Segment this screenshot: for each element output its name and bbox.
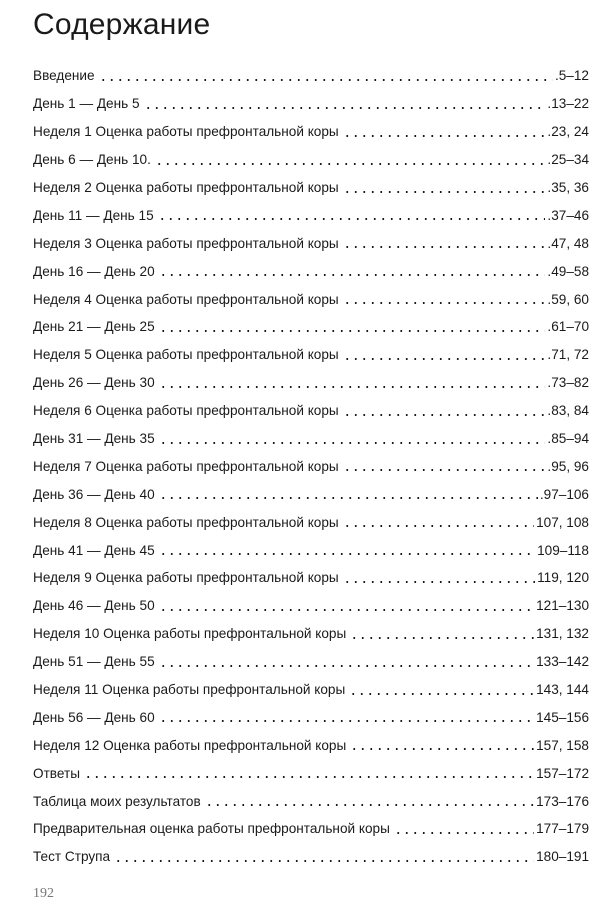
toc-entry-title: День 46 — День 50 [33, 598, 155, 614]
toc-entry-title: Неделя 11 Оценка работы префронтальной коры [33, 682, 346, 698]
toc-entry [33, 369, 589, 397]
toc-entry [33, 425, 589, 453]
toc-entry-title: Неделя 7 Оценка работы префронтальной коры [33, 458, 339, 474]
toc-entry [33, 815, 589, 843]
dot-leader [343, 414, 546, 416]
dot-leader [159, 274, 546, 276]
toc-entry-title: День 41 — День 45 [33, 542, 155, 558]
dot-leader [159, 330, 546, 332]
toc-entry-pages: .71, 72 [547, 347, 589, 363]
dot-leader [343, 302, 546, 304]
toc-entry-pages: .35, 36 [547, 180, 589, 195]
toc-entry-pages: 143, 144 [536, 682, 589, 698]
dot-leader [159, 609, 534, 611]
toc-entry-title: Неделя 4 Оценка работы префронтальной коры [33, 291, 339, 307]
toc-entry [33, 536, 589, 564]
toc-entry-pages: 109–118 [537, 542, 589, 558]
toc-entry [33, 843, 589, 871]
toc-entry-pages: 121–130 [536, 598, 589, 614]
toc-entry-pages: .5–12 [554, 68, 589, 84]
dot-leader [350, 637, 534, 639]
toc-entry-title: Неделя 2 Оценка работы префронтальной коры [33, 180, 339, 195]
toc-entry [33, 313, 589, 341]
toc-entry [33, 90, 589, 118]
toc-entry [33, 592, 589, 620]
toc-entry-pages: 173–176 [536, 793, 589, 809]
dot-leader [205, 804, 534, 806]
dot-leader [144, 107, 546, 109]
toc-entry [33, 62, 589, 90]
dot-leader [159, 497, 538, 499]
dot-leader [343, 358, 546, 360]
toc-entry-pages: .83, 84 [547, 403, 589, 419]
dot-leader [350, 748, 534, 750]
dot-leader [343, 469, 546, 471]
toc-entry-pages: .47, 48 [547, 235, 589, 251]
dot-leader [343, 191, 546, 193]
dot-leader [343, 581, 535, 583]
dot-leader [349, 693, 534, 695]
toc-entry [33, 731, 589, 759]
toc-entry-pages: .37–46 [547, 207, 589, 223]
toc-entry-pages: 131, 132 [536, 626, 589, 642]
toc-entry-title: День 11 — День 15 [33, 207, 154, 223]
dot-leader [155, 163, 546, 165]
toc-entry-title: День 21 — День 25 [33, 319, 155, 335]
toc-entry [33, 229, 589, 257]
toc-entry-title: День 16 — День 20 [33, 263, 155, 279]
toc-entry-title: Неделя 6 Оценка работы префронтальной коры [33, 403, 339, 419]
toc-entry-pages: 145–156 [536, 709, 589, 725]
toc-entry-title: День 26 — День 30 [33, 375, 155, 391]
toc-entry-title: Неделя 10 Оценка работы префронтальной коры [33, 626, 347, 642]
toc-entry-title: День 36 — День 40 [33, 486, 155, 502]
table-of-contents [33, 62, 589, 871]
toc-entry-pages: 157–172 [536, 765, 589, 781]
toc-entry [33, 480, 589, 508]
toc-entry-pages: .23, 24 [547, 124, 589, 140]
toc-entry [33, 146, 589, 174]
toc-entry-pages: .25–34 [547, 152, 589, 168]
dot-leader [343, 135, 546, 137]
page-number: 192 [33, 886, 54, 901]
toc-entry-title: Предварительная оценка работы префронтальной коры [33, 821, 390, 837]
toc-entry-title: Неделя 8 Оценка работы префронтальной коры [33, 514, 339, 530]
dot-leader [159, 553, 535, 555]
toc-entry-pages: .59, 60 [547, 291, 589, 307]
toc-entry-pages: .73–82 [547, 375, 589, 391]
dot-leader [158, 218, 546, 220]
toc-entry [33, 648, 589, 676]
toc-entry [33, 703, 589, 731]
toc-entry-pages: .61–70 [547, 319, 589, 335]
toc-entry-title: Неделя 12 Оценка работы префронтальной коры [33, 737, 347, 753]
toc-entry-title: Неделя 1 Оценка работы префронтальной коры [33, 124, 339, 140]
toc-entry-pages: .97–106 [539, 486, 589, 502]
toc-entry-title: День 51 — День 55 [33, 654, 155, 670]
toc-entry-title: День 1 — День 5 [33, 96, 140, 112]
toc-entry-pages: 107, 108 [536, 514, 589, 530]
dot-leader [343, 246, 546, 248]
toc-entry [33, 452, 589, 480]
toc-entry-title: Неделя 9 Оценка работы префронтальной коры [33, 570, 339, 586]
page-title: Содержание [33, 8, 211, 41]
toc-entry-pages: 157, 158 [536, 737, 589, 753]
dot-leader [159, 386, 546, 388]
toc-entry [33, 257, 589, 285]
toc-entry-title: Ответы [33, 765, 80, 781]
dot-leader [159, 442, 546, 444]
toc-entry [33, 174, 589, 202]
toc-entry-title: Неделя 3 Оценка работы префронтальной коры [33, 235, 339, 251]
toc-entry [33, 759, 589, 787]
toc-entry-pages: 133–142 [536, 654, 589, 670]
toc-entry-pages: .49–58 [547, 263, 589, 279]
dot-leader [114, 860, 534, 862]
dot-leader [343, 525, 534, 527]
toc-entry [33, 397, 589, 425]
toc-entry-title: День 6 — День 10. [33, 152, 151, 168]
toc-entry [33, 508, 589, 536]
toc-entry-title: Тест Струпа [33, 849, 111, 865]
dot-leader [159, 665, 534, 667]
dot-leader [84, 776, 534, 778]
toc-entry-title: День 56 — День 60 [33, 709, 155, 725]
toc-entry [33, 285, 589, 313]
toc-entry-pages: 180–191 [536, 849, 589, 865]
dot-leader [394, 832, 534, 834]
toc-entry-title: Таблица моих результатов [33, 793, 201, 809]
toc-entry [33, 201, 589, 229]
toc-entry [33, 787, 589, 815]
toc-entry-title: Неделя 5 Оценка работы префронтальной коры [33, 347, 339, 363]
toc-entry [33, 620, 589, 648]
dot-leader [99, 79, 553, 81]
toc-entry [33, 676, 589, 704]
toc-entry-title: Введение [33, 68, 95, 84]
toc-entry [33, 341, 589, 369]
toc-entry-pages: .85–94 [547, 431, 589, 447]
toc-entry-title: День 31 — День 35 [33, 431, 155, 447]
toc-entry [33, 118, 589, 146]
toc-entry-pages: .95, 96 [547, 458, 589, 474]
toc-entry-pages: 177–179 [536, 821, 589, 837]
toc-entry-pages: 119, 120 [537, 570, 589, 586]
toc-entry [33, 564, 589, 592]
dot-leader [159, 720, 534, 722]
toc-entry-pages: .13–22 [547, 96, 589, 112]
